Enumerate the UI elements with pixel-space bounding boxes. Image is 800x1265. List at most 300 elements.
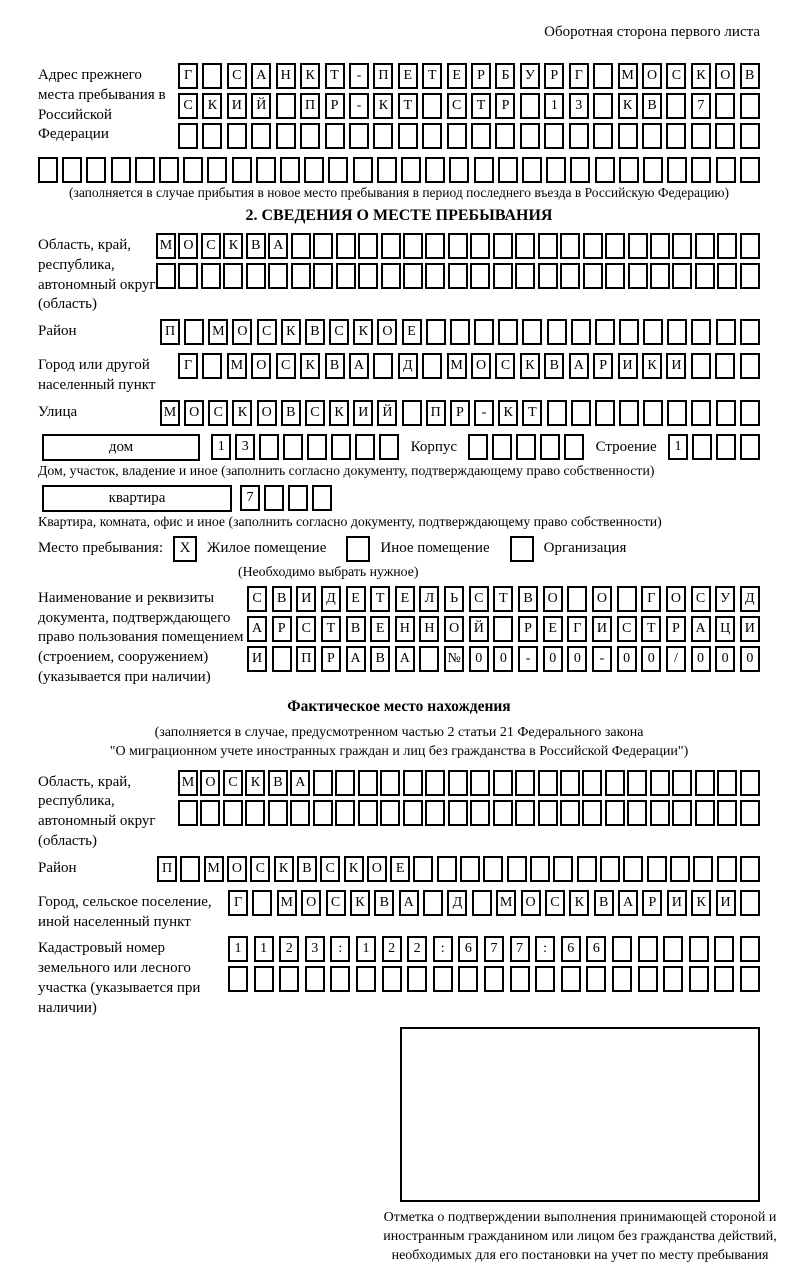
char-cell[interactable]: Н xyxy=(276,63,296,89)
char-cell[interactable]: Е xyxy=(395,586,415,612)
char-cell[interactable]: 0 xyxy=(469,646,489,672)
char-cell[interactable] xyxy=(595,157,615,183)
char-cell[interactable] xyxy=(560,770,580,796)
char-cell[interactable]: 0 xyxy=(543,646,563,672)
char-cell[interactable]: Г xyxy=(178,63,198,89)
char-cell[interactable]: П xyxy=(426,400,446,426)
char-cell[interactable]: А xyxy=(290,770,310,796)
char-cell[interactable]: Р xyxy=(450,400,470,426)
char-cell[interactable] xyxy=(717,770,737,796)
char-cell[interactable] xyxy=(280,157,300,183)
char-cell[interactable]: К xyxy=(300,353,320,379)
char-cell[interactable]: 0 xyxy=(617,646,637,672)
char-cell[interactable]: А xyxy=(395,646,415,672)
char-cell[interactable]: С xyxy=(617,616,637,642)
char-cell[interactable] xyxy=(283,434,303,460)
char-cell[interactable] xyxy=(398,123,418,149)
char-cell[interactable]: А xyxy=(399,890,419,916)
char-cell[interactable]: М xyxy=(618,63,638,89)
char-cell[interactable]: К xyxy=(691,890,711,916)
char-cell[interactable] xyxy=(740,800,760,826)
char-cell[interactable] xyxy=(433,966,453,992)
char-cell[interactable]: С xyxy=(208,400,228,426)
char-cell[interactable]: П xyxy=(157,856,177,882)
char-cell[interactable] xyxy=(650,800,670,826)
char-cell[interactable] xyxy=(544,123,564,149)
char-cell[interactable]: М xyxy=(208,319,228,345)
char-cell[interactable] xyxy=(276,123,296,149)
char-cell[interactable] xyxy=(178,263,198,289)
char-cell[interactable] xyxy=(356,966,376,992)
char-cell[interactable] xyxy=(313,770,333,796)
char-cell[interactable] xyxy=(272,646,292,672)
char-cell[interactable]: О xyxy=(592,586,612,612)
char-cell[interactable]: М xyxy=(447,353,467,379)
char-cell[interactable]: Е xyxy=(447,63,467,89)
char-cell[interactable]: Р xyxy=(544,63,564,89)
char-cell[interactable] xyxy=(691,400,711,426)
char-cell[interactable] xyxy=(638,936,658,962)
char-cell[interactable]: Д xyxy=(447,890,467,916)
char-cell[interactable]: : xyxy=(535,936,555,962)
char-cell[interactable] xyxy=(582,770,602,796)
char-cell[interactable]: С xyxy=(257,319,277,345)
char-cell[interactable]: С xyxy=(201,233,221,259)
char-cell[interactable] xyxy=(407,966,427,992)
char-cell[interactable] xyxy=(638,966,658,992)
char-cell[interactable]: 7 xyxy=(510,936,530,962)
char-cell[interactable] xyxy=(530,856,550,882)
char-cell[interactable]: 1 xyxy=(356,936,376,962)
char-cell[interactable] xyxy=(538,263,558,289)
char-cell[interactable]: К xyxy=(274,856,294,882)
char-cell[interactable] xyxy=(740,123,760,149)
char-cell[interactable] xyxy=(740,936,760,962)
char-cell[interactable]: К xyxy=(344,856,364,882)
char-cell[interactable] xyxy=(246,263,266,289)
char-cell[interactable] xyxy=(328,157,348,183)
char-cell[interactable] xyxy=(619,319,639,345)
char-cell[interactable]: И xyxy=(666,353,686,379)
char-cell[interactable]: Й xyxy=(377,400,397,426)
char-cell[interactable] xyxy=(335,800,355,826)
char-cell[interactable]: В xyxy=(374,890,394,916)
char-cell[interactable]: 1 xyxy=(254,936,274,962)
char-cell[interactable]: С xyxy=(250,856,270,882)
char-cell[interactable]: / xyxy=(666,646,686,672)
char-cell[interactable] xyxy=(619,157,639,183)
char-cell[interactable]: И xyxy=(740,616,760,642)
char-cell[interactable]: Д xyxy=(398,353,418,379)
char-cell[interactable] xyxy=(290,800,310,826)
char-cell[interactable]: 2 xyxy=(382,936,402,962)
char-cell[interactable]: Л xyxy=(419,586,439,612)
char-cell[interactable] xyxy=(474,157,494,183)
char-cell[interactable] xyxy=(595,319,615,345)
char-cell[interactable]: И xyxy=(227,93,247,119)
char-cell[interactable] xyxy=(538,233,558,259)
stay-type-checkbox-residential[interactable]: X xyxy=(173,536,197,562)
char-cell[interactable] xyxy=(740,263,760,289)
char-cell[interactable]: И xyxy=(592,616,612,642)
char-cell[interactable] xyxy=(672,770,692,796)
char-cell[interactable] xyxy=(422,93,442,119)
char-cell[interactable]: П xyxy=(300,93,320,119)
char-cell[interactable]: К xyxy=(373,93,393,119)
char-cell[interactable] xyxy=(313,263,333,289)
char-cell[interactable]: М xyxy=(178,770,198,796)
char-cell[interactable] xyxy=(382,966,402,992)
char-cell[interactable] xyxy=(516,434,536,460)
char-cell[interactable] xyxy=(335,770,355,796)
char-cell[interactable] xyxy=(483,856,503,882)
char-cell[interactable] xyxy=(470,770,490,796)
char-cell[interactable]: П xyxy=(296,646,316,672)
char-cell[interactable] xyxy=(202,63,222,89)
char-cell[interactable] xyxy=(586,966,606,992)
char-cell[interactable] xyxy=(493,263,513,289)
char-cell[interactable]: О xyxy=(301,890,321,916)
char-cell[interactable]: К xyxy=(350,890,370,916)
char-cell[interactable]: О xyxy=(184,400,204,426)
char-cell[interactable]: С xyxy=(329,319,349,345)
char-cell[interactable] xyxy=(692,434,712,460)
char-cell[interactable]: О xyxy=(367,856,387,882)
char-cell[interactable] xyxy=(571,400,591,426)
char-cell[interactable] xyxy=(256,157,276,183)
char-cell[interactable]: Р xyxy=(666,616,686,642)
char-cell[interactable]: К xyxy=(618,93,638,119)
char-cell[interactable] xyxy=(178,123,198,149)
char-cell[interactable] xyxy=(540,434,560,460)
char-cell[interactable] xyxy=(740,319,760,345)
char-cell[interactable] xyxy=(567,586,587,612)
char-cell[interactable] xyxy=(689,936,709,962)
char-cell[interactable] xyxy=(377,157,397,183)
char-cell[interactable] xyxy=(571,319,591,345)
char-cell[interactable] xyxy=(691,157,711,183)
char-cell[interactable] xyxy=(619,400,639,426)
char-cell[interactable]: Е xyxy=(346,586,366,612)
char-cell[interactable] xyxy=(595,400,615,426)
char-cell[interactable] xyxy=(304,157,324,183)
char-cell[interactable]: К xyxy=(498,400,518,426)
char-cell[interactable]: О xyxy=(543,586,563,612)
char-cell[interactable] xyxy=(403,263,423,289)
char-cell[interactable]: Г xyxy=(228,890,248,916)
char-cell[interactable] xyxy=(593,93,613,119)
char-cell[interactable] xyxy=(419,646,439,672)
char-cell[interactable] xyxy=(535,966,555,992)
char-cell[interactable]: С xyxy=(305,400,325,426)
char-cell[interactable] xyxy=(493,770,513,796)
char-cell[interactable]: Е xyxy=(543,616,563,642)
char-cell[interactable]: Р xyxy=(495,93,515,119)
char-cell[interactable] xyxy=(650,233,670,259)
char-cell[interactable]: К xyxy=(300,63,320,89)
char-cell[interactable] xyxy=(259,434,279,460)
char-cell[interactable] xyxy=(201,263,221,289)
char-cell[interactable] xyxy=(413,856,433,882)
char-cell[interactable]: Е xyxy=(398,63,418,89)
char-cell[interactable]: О xyxy=(444,616,464,642)
char-cell[interactable] xyxy=(627,770,647,796)
char-cell[interactable] xyxy=(379,434,399,460)
char-cell[interactable]: К xyxy=(281,319,301,345)
char-cell[interactable] xyxy=(628,233,648,259)
char-cell[interactable] xyxy=(291,263,311,289)
char-cell[interactable] xyxy=(307,434,327,460)
char-cell[interactable]: А xyxy=(247,616,267,642)
char-cell[interactable]: : xyxy=(433,936,453,962)
char-cell[interactable] xyxy=(740,890,760,916)
char-cell[interactable] xyxy=(740,966,760,992)
char-cell[interactable] xyxy=(605,770,625,796)
char-cell[interactable] xyxy=(740,353,760,379)
char-cell[interactable]: Т xyxy=(321,616,341,642)
char-cell[interactable] xyxy=(695,800,715,826)
char-cell[interactable] xyxy=(515,770,535,796)
char-cell[interactable] xyxy=(553,856,573,882)
char-cell[interactable] xyxy=(268,263,288,289)
char-cell[interactable] xyxy=(515,800,535,826)
char-cell[interactable] xyxy=(650,770,670,796)
char-cell[interactable] xyxy=(667,157,687,183)
char-cell[interactable] xyxy=(643,319,663,345)
char-cell[interactable] xyxy=(493,616,513,642)
char-cell[interactable]: В xyxy=(594,890,614,916)
char-cell[interactable] xyxy=(643,157,663,183)
char-cell[interactable] xyxy=(546,157,566,183)
char-cell[interactable] xyxy=(313,800,333,826)
char-cell[interactable] xyxy=(695,233,715,259)
stamp-box[interactable] xyxy=(400,1027,760,1202)
char-cell[interactable]: 0 xyxy=(567,646,587,672)
char-cell[interactable] xyxy=(672,233,692,259)
char-cell[interactable]: 1 xyxy=(544,93,564,119)
char-cell[interactable]: О xyxy=(232,319,252,345)
char-cell[interactable] xyxy=(716,400,736,426)
char-cell[interactable] xyxy=(353,157,373,183)
char-cell[interactable]: А xyxy=(569,353,589,379)
char-cell[interactable] xyxy=(492,434,512,460)
char-cell[interactable] xyxy=(577,856,597,882)
char-cell[interactable] xyxy=(300,123,320,149)
char-cell[interactable]: А xyxy=(691,616,711,642)
char-cell[interactable] xyxy=(691,123,711,149)
char-cell[interactable]: К xyxy=(691,63,711,89)
char-cell[interactable] xyxy=(305,966,325,992)
char-cell[interactable]: В xyxy=(544,353,564,379)
char-cell[interactable]: С xyxy=(545,890,565,916)
char-cell[interactable] xyxy=(498,319,518,345)
char-cell[interactable] xyxy=(695,263,715,289)
char-cell[interactable] xyxy=(715,353,735,379)
char-cell[interactable] xyxy=(330,966,350,992)
char-cell[interactable] xyxy=(202,353,222,379)
char-cell[interactable]: В xyxy=(346,616,366,642)
char-cell[interactable] xyxy=(403,800,423,826)
char-cell[interactable] xyxy=(643,400,663,426)
char-cell[interactable]: 7 xyxy=(484,936,504,962)
char-cell[interactable]: А xyxy=(346,646,366,672)
char-cell[interactable]: 0 xyxy=(715,646,735,672)
char-cell[interactable] xyxy=(403,233,423,259)
char-cell[interactable]: К xyxy=(520,353,540,379)
char-cell[interactable] xyxy=(470,263,490,289)
char-cell[interactable] xyxy=(358,263,378,289)
char-cell[interactable]: Н xyxy=(419,616,439,642)
char-cell[interactable] xyxy=(425,800,445,826)
char-cell[interactable] xyxy=(402,400,422,426)
char-cell[interactable] xyxy=(426,319,446,345)
char-cell[interactable] xyxy=(472,890,492,916)
char-cell[interactable] xyxy=(232,157,252,183)
char-cell[interactable] xyxy=(437,856,457,882)
char-cell[interactable]: С xyxy=(247,586,267,612)
char-cell[interactable] xyxy=(569,123,589,149)
char-cell[interactable]: Т xyxy=(522,400,542,426)
char-cell[interactable] xyxy=(200,800,220,826)
char-cell[interactable] xyxy=(717,856,737,882)
char-cell[interactable]: Ц xyxy=(715,616,735,642)
char-cell[interactable] xyxy=(583,233,603,259)
char-cell[interactable] xyxy=(522,319,542,345)
char-cell[interactable] xyxy=(358,233,378,259)
char-cell[interactable]: Е xyxy=(402,319,422,345)
char-cell[interactable] xyxy=(560,233,580,259)
char-cell[interactable] xyxy=(111,157,131,183)
char-cell[interactable] xyxy=(716,157,736,183)
char-cell[interactable]: К xyxy=(329,400,349,426)
char-cell[interactable] xyxy=(666,93,686,119)
char-cell[interactable]: А xyxy=(251,63,271,89)
char-cell[interactable]: К xyxy=(202,93,222,119)
char-cell[interactable]: Д xyxy=(321,586,341,612)
char-cell[interactable]: 6 xyxy=(586,936,606,962)
char-cell[interactable]: М xyxy=(160,400,180,426)
char-cell[interactable] xyxy=(227,123,247,149)
char-cell[interactable] xyxy=(561,966,581,992)
char-cell[interactable] xyxy=(714,936,734,962)
char-cell[interactable]: В xyxy=(272,586,292,612)
char-cell[interactable] xyxy=(623,856,643,882)
char-cell[interactable]: Г xyxy=(641,586,661,612)
char-cell[interactable] xyxy=(547,400,567,426)
char-cell[interactable]: 1 xyxy=(228,936,248,962)
char-cell[interactable] xyxy=(470,800,490,826)
char-cell[interactable] xyxy=(495,123,515,149)
char-cell[interactable] xyxy=(510,966,530,992)
char-cell[interactable]: Е xyxy=(370,616,390,642)
char-cell[interactable]: В xyxy=(297,856,317,882)
char-cell[interactable] xyxy=(740,400,760,426)
char-cell[interactable]: П xyxy=(160,319,180,345)
char-cell[interactable]: П xyxy=(373,63,393,89)
char-cell[interactable] xyxy=(448,770,468,796)
char-cell[interactable] xyxy=(422,353,442,379)
char-cell[interactable] xyxy=(740,233,760,259)
char-cell[interactable] xyxy=(600,856,620,882)
char-cell[interactable] xyxy=(422,123,442,149)
char-cell[interactable] xyxy=(336,233,356,259)
char-cell[interactable] xyxy=(325,123,345,149)
char-cell[interactable]: 3 xyxy=(235,434,255,460)
house-type-box[interactable]: дом xyxy=(42,434,200,461)
char-cell[interactable]: О xyxy=(200,770,220,796)
char-cell[interactable]: С xyxy=(326,890,346,916)
char-cell[interactable] xyxy=(740,770,760,796)
char-cell[interactable]: 7 xyxy=(240,485,260,511)
char-cell[interactable]: М xyxy=(204,856,224,882)
char-cell[interactable]: Р xyxy=(321,646,341,672)
char-cell[interactable] xyxy=(279,966,299,992)
char-cell[interactable] xyxy=(425,157,445,183)
char-cell[interactable]: О xyxy=(227,856,247,882)
char-cell[interactable]: К xyxy=(642,353,662,379)
char-cell[interactable] xyxy=(207,157,227,183)
char-cell[interactable]: - xyxy=(349,63,369,89)
char-cell[interactable]: Т xyxy=(370,586,390,612)
char-cell[interactable]: О xyxy=(521,890,541,916)
char-cell[interactable]: К xyxy=(353,319,373,345)
char-cell[interactable] xyxy=(507,856,527,882)
char-cell[interactable]: Т xyxy=(398,93,418,119)
char-cell[interactable] xyxy=(251,123,271,149)
char-cell[interactable]: № xyxy=(444,646,464,672)
char-cell[interactable] xyxy=(740,157,760,183)
stay-type-checkbox-other[interactable] xyxy=(346,536,370,562)
char-cell[interactable]: М xyxy=(496,890,516,916)
char-cell[interactable] xyxy=(617,586,637,612)
char-cell[interactable]: В xyxy=(370,646,390,672)
char-cell[interactable] xyxy=(355,434,375,460)
char-cell[interactable] xyxy=(717,233,737,259)
char-cell[interactable]: 0 xyxy=(641,646,661,672)
char-cell[interactable]: В xyxy=(518,586,538,612)
char-cell[interactable] xyxy=(448,800,468,826)
char-cell[interactable] xyxy=(717,800,737,826)
char-cell[interactable] xyxy=(484,966,504,992)
char-cell[interactable] xyxy=(252,890,272,916)
char-cell[interactable]: Г xyxy=(178,353,198,379)
char-cell[interactable]: 1 xyxy=(211,434,231,460)
char-cell[interactable] xyxy=(716,319,736,345)
char-cell[interactable]: В xyxy=(281,400,301,426)
char-cell[interactable]: Е xyxy=(390,856,410,882)
char-cell[interactable] xyxy=(564,434,584,460)
char-cell[interactable] xyxy=(538,770,558,796)
char-cell[interactable] xyxy=(547,319,567,345)
char-cell[interactable]: О xyxy=(471,353,491,379)
char-cell[interactable] xyxy=(254,966,274,992)
char-cell[interactable]: У xyxy=(715,586,735,612)
char-cell[interactable] xyxy=(498,157,518,183)
char-cell[interactable] xyxy=(740,856,760,882)
char-cell[interactable] xyxy=(740,434,760,460)
char-cell[interactable] xyxy=(593,63,613,89)
char-cell[interactable] xyxy=(202,123,222,149)
char-cell[interactable] xyxy=(460,856,480,882)
char-cell[interactable] xyxy=(628,263,648,289)
char-cell[interactable] xyxy=(672,263,692,289)
char-cell[interactable]: И xyxy=(296,586,316,612)
char-cell[interactable] xyxy=(291,233,311,259)
char-cell[interactable] xyxy=(401,157,421,183)
char-cell[interactable] xyxy=(663,966,683,992)
char-cell[interactable]: И xyxy=(618,353,638,379)
char-cell[interactable] xyxy=(582,800,602,826)
